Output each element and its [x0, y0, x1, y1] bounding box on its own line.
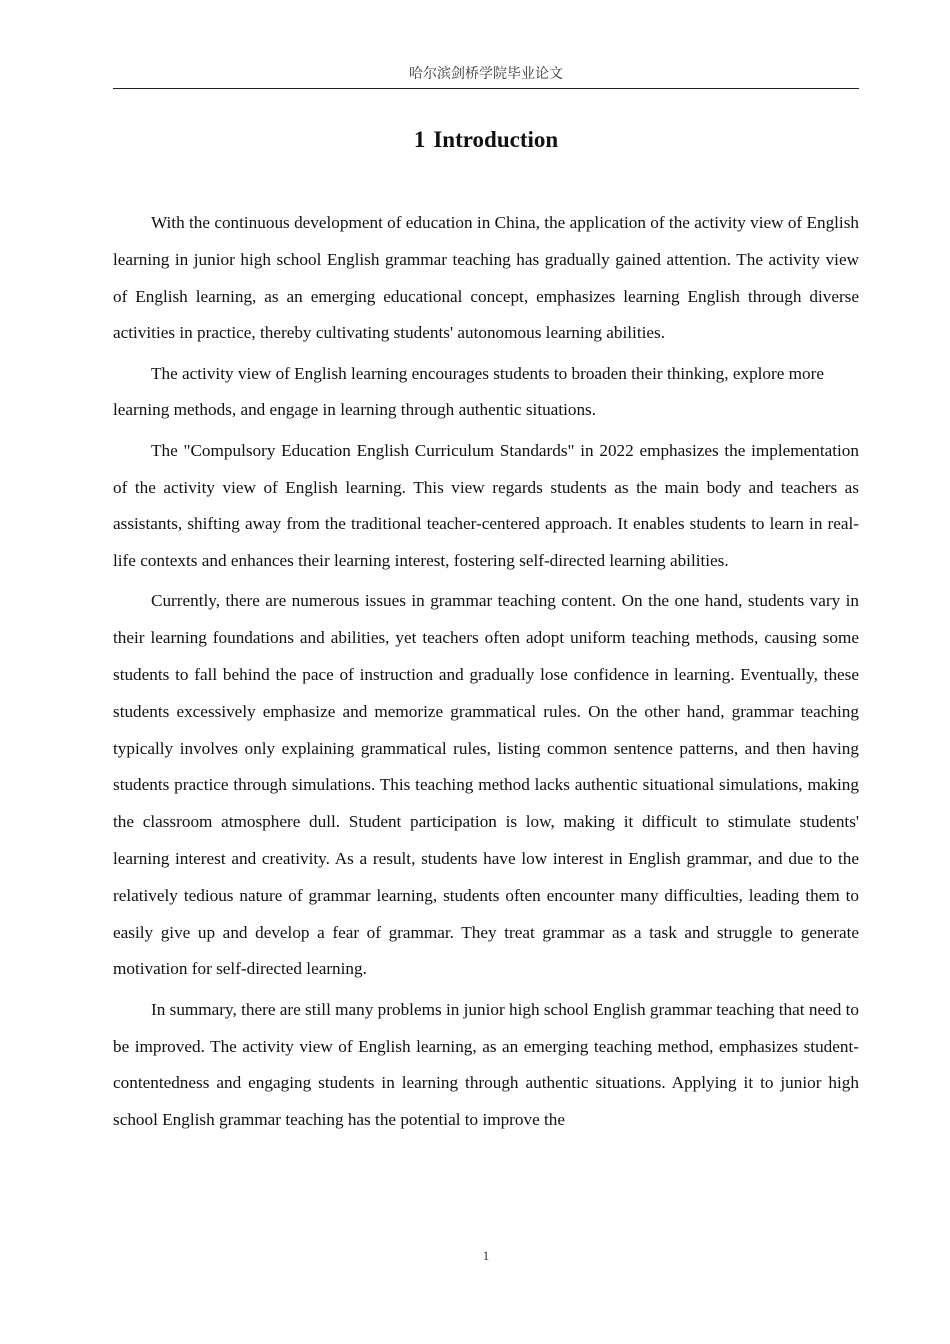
chapter-title-text: Introduction: [433, 127, 559, 152]
header-rule: [113, 88, 859, 89]
paragraph: In summary, there are still many problems in junior high school English grammar teaching that need to be improved. The activity view of English learning, as an emerging teaching method, emphasizes student-contentedness and engaging students in learning through authentic situations. Applying it to junior high school English grammar teaching has the potential to improve the: [113, 999, 859, 1130]
running-header: 哈尔滨剑桥学院毕业论文: [409, 67, 563, 82]
paragraph: The activity view of English learning encourages students to broaden their thinking, explore more learning methods, and engage in learning through authentic situations.: [113, 363, 824, 420]
paragraph: With the continuous development of education in China, the application of the activity view of English learning in junior high school English grammar teaching has gradually gained attention. The activity view of English learning, as an emerging educational concept, emphasizes learning English through diverse activities in practice, thereby cultivating students' autonomous learning abilities.: [113, 213, 859, 343]
chapter-number: 1: [413, 127, 426, 152]
page-number: 1: [482, 1248, 490, 1263]
body-text: [113, 205, 859, 1142]
chapter-title: [113, 124, 859, 156]
paragraph: Currently, there are numerous issues in grammar teaching content. On the one hand, students vary in their learning foundations and abilities, yet teachers often adopt uniform teaching methods, causing some students to fall behind the pace of instruction and gradually lose confidence in learning. Eventually, these students excessively emphasize and memorize grammatical rules. On the other hand, grammar teaching typically involves only explaining grammatical rules, listing common sentence patterns, and then having students practice through simulations. This teaching method lacks authentic situational simulations, making the classroom atmosphere dull. Student participation is low, making it difficult to stimulate students' learning interest and creativity. As a result, students have low interest in English grammar, and due to the relatively tedious nature of grammar learning, students often encounter many difficulties, leading them to easily give up and develop a fear of grammar. They treat grammar as a task and struggle to generate motivation for self-directed learning.: [113, 591, 859, 979]
paragraph: The "Compulsory Education English Curriculum Standards" in 2022 emphasizes the implementation of the activity view of English learning. This view regards students as the main body and teachers as assistants, shifting away from the traditional teacher-centered approach. It enables students to learn in real-life contexts and enhances their learning interest, fostering self-directed learning abilities.: [113, 440, 859, 571]
